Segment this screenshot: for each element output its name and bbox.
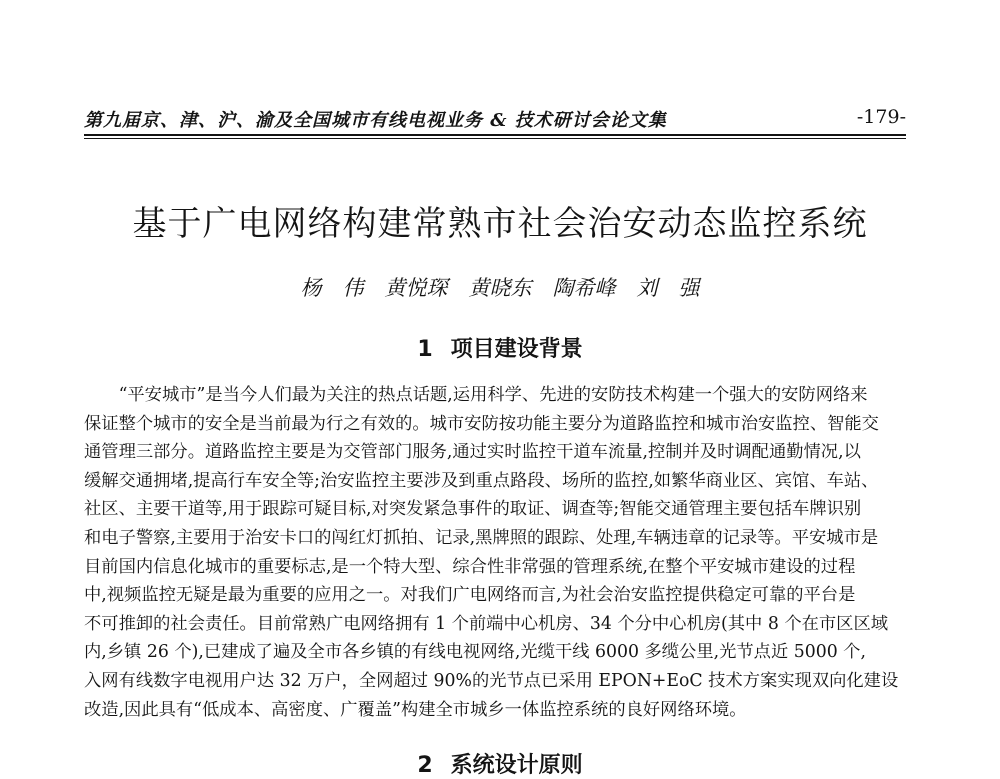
paragraph-line: 入网有线数字电视用户达 32 万户，全网超过 90%的光节点已采用 EPON+EoC 技术方案实现双向化建设	[84, 670, 899, 691]
page-number: -179-	[856, 106, 906, 128]
paragraph-line: 不可推卸的社会责任。目前常熟广电网络拥有 1 个前端中心机房、34 个分中心机房(其中 8 个在市区区域	[84, 613, 889, 634]
section-number: 1	[417, 337, 433, 362]
paragraph-line: 和电子警察,主要用于治安卡口的闯红灯抓拍、记录,黑牌照的跟踪、处理,车辆违章的记录等。平安城市是	[84, 527, 879, 548]
paragraph-line: “平安城市”是当今人们最为关注的热点话题,运用科学、先进的安防技术构建一个强大的安防网络来	[84, 385, 868, 405]
header-rule	[84, 134, 906, 136]
paragraph-line: 缓解交通拥堵,提高行车安全等;治安监控主要涉及到重点路段、场所的监控,如繁华商业区、宾馆、车站、	[84, 470, 879, 491]
section-number: 2	[417, 753, 433, 778]
running-header	[84, 104, 906, 134]
paragraph-line: 目前国内信息化城市的重要标志,是一个特大型、综合性非常强的管理系统,在整个平安城市建设的过程	[84, 556, 856, 577]
paragraph-line: 改造,因此具有“低成本、高密度、广覆盖”构建全市城乡一体监控系统的良好网络环境。	[84, 699, 747, 720]
paper-title: 基于广电网络构建常熟市社会治安动态监控系统	[132, 204, 868, 244]
paragraph-line: 内,乡镇 26 个),已建成了遍及全市各乡镇的有线电视网络,光缆干线 6000 多缆公里,光节点近 5000 个,	[84, 642, 866, 663]
running-title: 第九届京、津、沪、渝及全国城市有线电视业务 & 技术研讨会论文集	[84, 110, 667, 131]
paragraph-line: 社区、主要干道等,用于跟踪可疑目标,对突发紧急事件的取证、调查等;智能交通管理主要包括车牌识别	[84, 499, 862, 520]
section-title: 系统设计原则	[450, 753, 583, 778]
section-title: 项目建设背景	[450, 337, 583, 362]
header-rule-thin	[84, 138, 906, 139]
section-heading-next	[0, 748, 1000, 778]
body-paragraph	[84, 381, 906, 724]
paragraph-line: 中,视频监控无疑是最为重要的应用之一。对我们广电网络而言,为社会治安监控提供稳定可靠的平台是	[84, 585, 856, 606]
paragraph-line: 保证整个城市的安全是当前最为行之有效的。城市安防按功能主要分为道路监控和城市治安监控、智能交	[84, 413, 879, 434]
author-list: 杨 伟 黄悦琛 黄晓东 陶希峰 刘 强	[300, 276, 700, 300]
section-heading	[0, 332, 1000, 363]
paragraph-line: 通管理三部分。道路监控主要是为交管部门服务,通过实时监控干道车流量,控制并及时调配通勤情况,以	[84, 442, 861, 463]
